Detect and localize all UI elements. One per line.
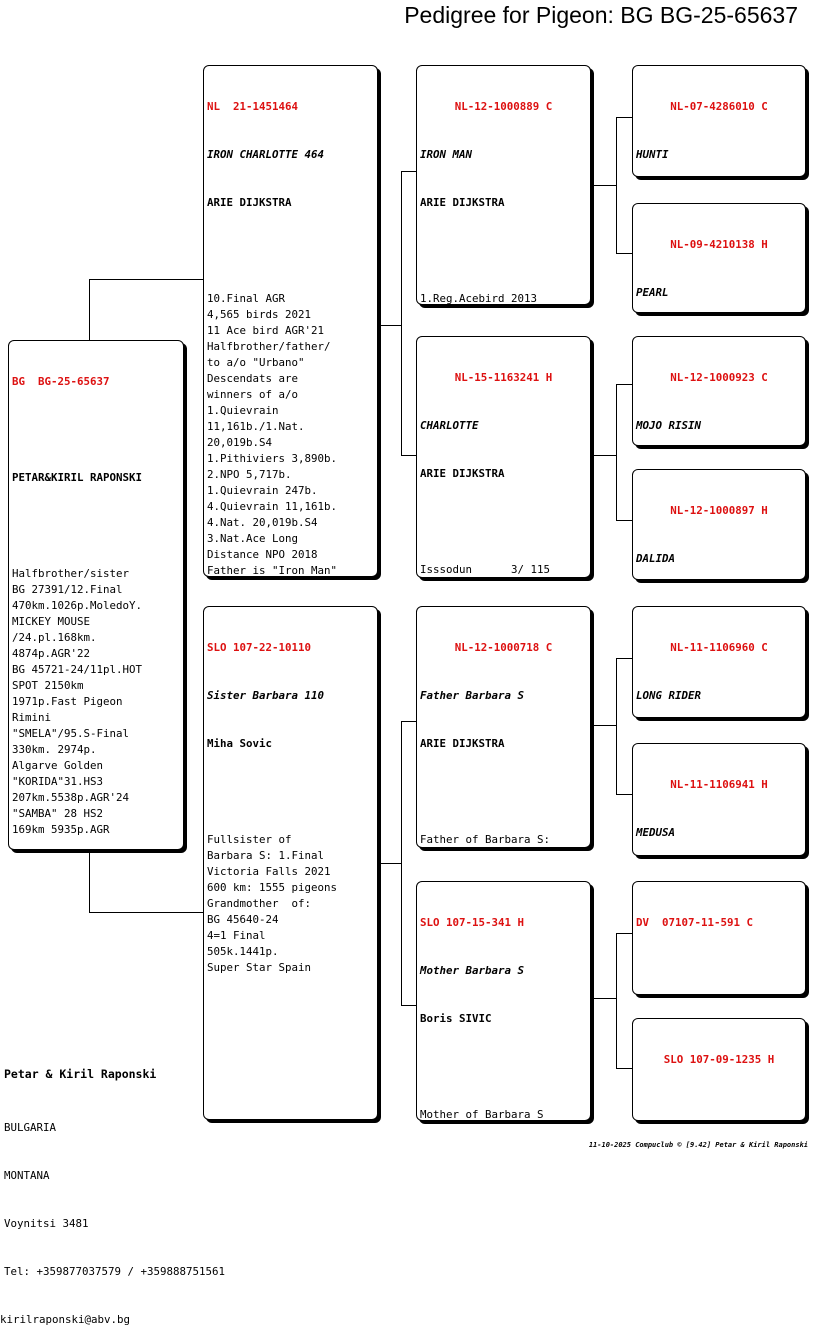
mother-mother-card[interactable] bbox=[416, 881, 591, 1121]
connector-line bbox=[377, 325, 402, 326]
mother-card[interactable] bbox=[203, 606, 378, 1120]
note-line: 1971p.Fast Pigeon bbox=[12, 695, 123, 708]
connector-line bbox=[616, 520, 632, 521]
note-line: 1.Reg.Acebird 2013 bbox=[420, 292, 538, 305]
note-line: 169km 5935p.AGR bbox=[12, 823, 110, 836]
note-line: Rimini bbox=[12, 711, 52, 724]
note-line: Descendats are bbox=[207, 372, 299, 385]
connector-line bbox=[401, 455, 417, 456]
father-father-card[interactable] bbox=[416, 65, 591, 305]
footer-credit: 11-10-2025 Compuclub © [9.42] Petar & Kiril Raponski bbox=[588, 1141, 808, 1149]
connector-line bbox=[89, 849, 90, 912]
pigeon-name: DALIDA bbox=[636, 552, 676, 565]
ring-number: NL 21-1451464 bbox=[207, 100, 299, 113]
note-line: 11 Ace bird AGR'21 bbox=[207, 324, 325, 337]
connector-line bbox=[616, 933, 632, 934]
breeder-name: PETAR&KIRIL RAPONSKI bbox=[12, 471, 143, 484]
note-line: 505k.1441p. bbox=[207, 945, 279, 958]
connector-line bbox=[616, 384, 617, 521]
fmf-card[interactable] bbox=[632, 336, 806, 446]
note-line: 4874p.AGR'22 bbox=[12, 647, 91, 660]
note-line: 330km. 2974p. bbox=[12, 743, 97, 756]
ring-number: SLO 107-09-1235 H bbox=[663, 1053, 775, 1066]
breeder-name: ARIE DIJKSTRA bbox=[420, 467, 505, 480]
note-line: "SAMBA" 28 HS2 bbox=[12, 807, 104, 820]
note-line: Father of Barbara S: bbox=[420, 833, 551, 846]
connector-line bbox=[590, 725, 617, 726]
owner-email: kirilraponski@abv.bg bbox=[0, 1313, 131, 1326]
connector-line bbox=[616, 933, 617, 1069]
note-line: BG 27391/12.Final bbox=[12, 583, 123, 596]
breeder-name: ARIE DIJKSTRA bbox=[420, 196, 505, 209]
pigeon-name: Sister Barbara 110 bbox=[207, 689, 325, 702]
ring-number: NL-15-1163241 H bbox=[454, 371, 553, 384]
mfm-card[interactable] bbox=[632, 743, 806, 856]
breeder-name: ARIE DIJKSTRA bbox=[420, 737, 505, 750]
pigeon-name: LONG RIDER bbox=[636, 689, 702, 702]
note-line: Distance NPO 2018 bbox=[207, 548, 318, 561]
ring-number: NL-09-4210138 H bbox=[670, 238, 768, 251]
subject-pigeon-card[interactable] bbox=[8, 340, 184, 850]
ring-number: SLO 107-15-341 H bbox=[420, 916, 525, 929]
note-line: 20,019b.S4 bbox=[207, 436, 273, 449]
owner-region: MONTANA bbox=[4, 1169, 50, 1182]
ring-number: NL-12-1000897 H bbox=[670, 504, 768, 517]
note-line: Halfbrother/father/ bbox=[207, 340, 331, 353]
pigeon-notes bbox=[420, 1107, 587, 1121]
note-line: SPOT 2150km bbox=[12, 679, 84, 692]
page-title: Pedigree for Pigeon: BG BG-25-65637 bbox=[404, 2, 798, 28]
connector-line bbox=[401, 171, 417, 172]
connector-line bbox=[89, 912, 204, 913]
note-line: 1.Quievrain 247b. bbox=[207, 484, 318, 497]
ring-number: BG BG-25-65637 bbox=[12, 375, 110, 388]
note-line: Mother of Barbara S bbox=[420, 1108, 544, 1121]
connector-line bbox=[616, 117, 632, 118]
ring-number: SLO 107-22-10110 bbox=[207, 641, 312, 654]
owner-phone: Tel: +359877037579 / +359888751561 bbox=[4, 1265, 226, 1278]
note-line: Father is "Iron Man" bbox=[207, 564, 338, 577]
connector-line bbox=[401, 1005, 417, 1006]
note-line: "KORIDA"31.HS3 bbox=[12, 775, 104, 788]
ffm-card[interactable] bbox=[632, 203, 806, 313]
pigeon-name: PEARL bbox=[636, 286, 669, 299]
ring-number: NL-12-1000889 C bbox=[454, 100, 553, 113]
note-line: Victoria Falls 2021 bbox=[207, 865, 331, 878]
breeder-name: ARIE DIJKSTRA bbox=[207, 196, 292, 209]
connector-line bbox=[590, 185, 617, 186]
pigeon-notes bbox=[207, 832, 374, 976]
ring-number: NL-11-1106960 C bbox=[670, 641, 768, 654]
father-card[interactable] bbox=[203, 65, 378, 577]
note-line: 4.Quievrain 11,161b. bbox=[207, 500, 338, 513]
note-line: Fullsister of bbox=[207, 833, 292, 846]
owner-info bbox=[0, 1034, 226, 1344]
mmm-card[interactable] bbox=[632, 1018, 806, 1121]
note-line: BG 45721-24/11pl.HOT bbox=[12, 663, 143, 676]
connector-line bbox=[616, 658, 617, 795]
pigeon-name: HUNTI bbox=[636, 148, 669, 161]
connector-line bbox=[89, 279, 204, 280]
connector-line bbox=[401, 171, 402, 456]
connector-line bbox=[590, 998, 617, 999]
fmm-card[interactable] bbox=[632, 469, 806, 580]
note-line: BG 45640-24 bbox=[207, 913, 279, 926]
connector-line bbox=[401, 721, 417, 722]
pigeon-name: Father Barbara S bbox=[420, 689, 525, 702]
ring-number: NL-12-1000923 C bbox=[670, 371, 768, 384]
connector-line bbox=[616, 1068, 632, 1069]
connector-line bbox=[616, 794, 632, 795]
note-line: 600 km: 1555 pigeons bbox=[207, 881, 338, 894]
pigeon-notes bbox=[12, 566, 180, 838]
connector-line bbox=[89, 279, 90, 341]
note-line: 1.Quievrain bbox=[207, 404, 279, 417]
note-line: 1.Pithiviers 3,890b. bbox=[207, 452, 338, 465]
father-mother-card[interactable] bbox=[416, 336, 591, 578]
owner-address: Voynitsi 3481 bbox=[4, 1217, 89, 1230]
note-line: 10.Final AGR bbox=[207, 292, 286, 305]
pigeon-name: MEDUSA bbox=[636, 826, 676, 839]
connector-line bbox=[401, 721, 402, 1006]
note-line: 207km.5538p.AGR'24 bbox=[12, 791, 130, 804]
note-line: Algarve Golden bbox=[12, 759, 104, 772]
note-line: 3.Nat.Ace Long bbox=[207, 532, 299, 545]
ring-number: DV 07107-11-591 C bbox=[636, 916, 754, 929]
breeder-name: Boris SIVIC bbox=[420, 1012, 492, 1025]
note-line: MICKEY MOUSE bbox=[12, 615, 91, 628]
note-line: 470km.1026p.MoledoY. bbox=[12, 599, 143, 612]
note-line: "SMELA"/95.S-Final bbox=[12, 727, 130, 740]
ring-number: NL-07-4286010 C bbox=[670, 100, 768, 113]
note-line: Super Star Spain bbox=[207, 961, 312, 974]
note-line: 4=1 Final bbox=[207, 929, 266, 942]
note-line: 4,565 birds 2021 bbox=[207, 308, 312, 321]
note-line: 4.Nat. 20,019b.S4 bbox=[207, 516, 318, 529]
connector-line bbox=[616, 117, 617, 254]
pigeon-name: IRON MAN bbox=[420, 148, 473, 161]
connector-line bbox=[377, 863, 402, 864]
ring-number: NL-11-1106941 H bbox=[670, 778, 768, 791]
pigeon-name: MOJO RISIN bbox=[636, 419, 702, 432]
note-line: Barbara S: 1.Final bbox=[207, 849, 325, 862]
owner-name: Petar & Kiril Raponski bbox=[4, 1067, 157, 1081]
note-line: /24.pl.168km. bbox=[12, 631, 97, 644]
note-line: winners of a/o bbox=[207, 388, 299, 401]
connector-line bbox=[616, 253, 632, 254]
connector-line bbox=[616, 384, 632, 385]
pigeon-name: Mother Barbara S bbox=[420, 964, 525, 977]
note-line: 2.NPO 5,717b. bbox=[207, 468, 292, 481]
note-line: to a/o "Urbano" bbox=[207, 356, 305, 369]
note-line: 11,161b./1.Nat. bbox=[207, 420, 305, 433]
pigeon-notes bbox=[420, 291, 587, 305]
owner-country: BULGARIA bbox=[4, 1121, 57, 1134]
connector-line bbox=[616, 658, 632, 659]
fff-card[interactable] bbox=[632, 65, 806, 177]
ring-number: NL-12-1000718 C bbox=[454, 641, 553, 654]
mff-card[interactable] bbox=[632, 606, 806, 718]
pigeon-notes bbox=[207, 291, 374, 577]
pigeon-name: CHARLOTTE bbox=[420, 419, 479, 432]
mother-father-card[interactable] bbox=[416, 606, 591, 848]
breeder-name: Miha Sovic bbox=[207, 737, 273, 750]
mmf-card[interactable] bbox=[632, 881, 806, 995]
pigeon-name: IRON CHARLOTTE 464 bbox=[207, 148, 325, 161]
note-line: Grandmother of: bbox=[207, 897, 312, 910]
connector-line bbox=[590, 455, 617, 456]
pigeon-notes bbox=[420, 832, 587, 848]
note-line: Halfbrother/sister bbox=[12, 567, 130, 580]
pigeon-notes bbox=[420, 562, 587, 578]
note-line: Isssodun 3/ 115 bbox=[420, 563, 551, 576]
